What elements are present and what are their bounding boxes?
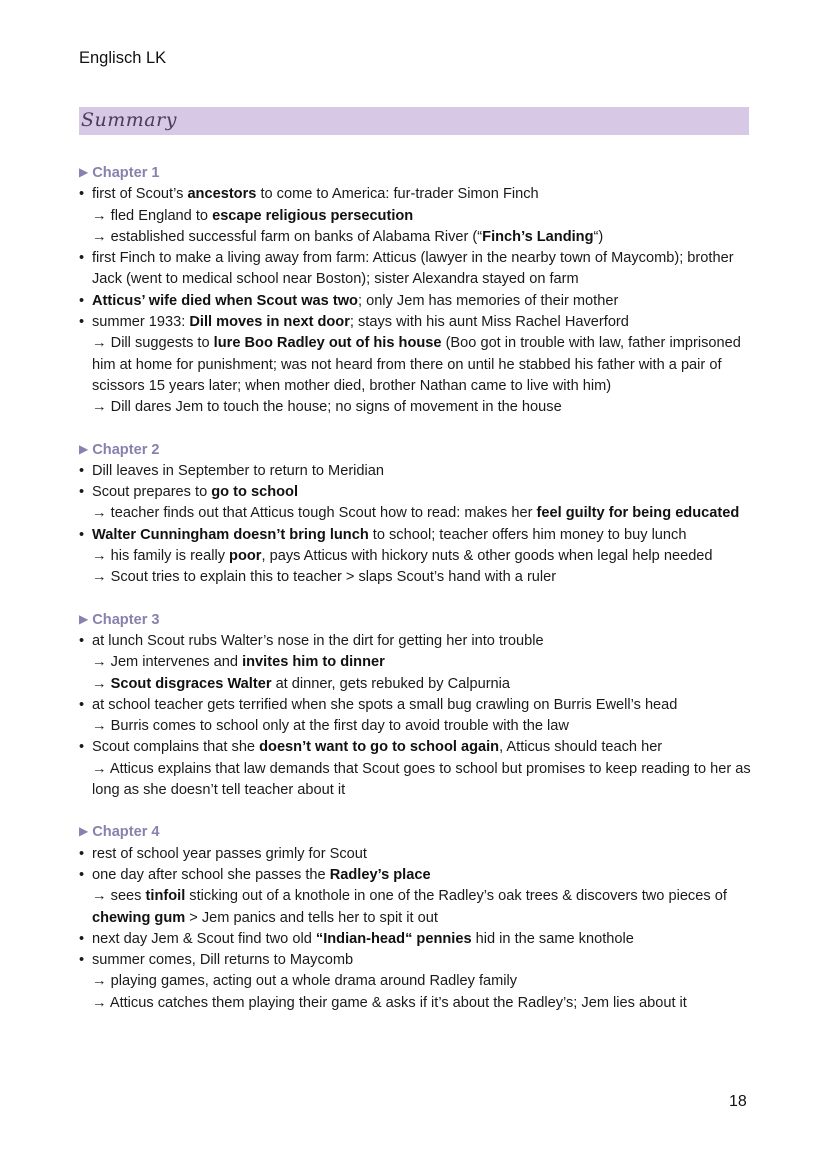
text-segment: at school teacher gets terrified when she spots a small bug crawling on Burris Ewell’s head (92, 696, 678, 713)
chapter-section (79, 822, 759, 1014)
text-segment: first of Scout’s (92, 186, 188, 203)
chapter-title (79, 610, 759, 631)
page-number: 18 (729, 1093, 747, 1110)
text-segment: , Atticus should teach her (499, 739, 663, 756)
sub-item (79, 503, 759, 524)
text-segment: at lunch Scout rubs Walter’s nose in the dirt for getting her into trouble (92, 632, 544, 649)
text-segment: (Boo got in trouble with law, father imprisoned him at home for punishment; was not heard from there on until he stabbed his father with a pair of scissors 15 years later; when mother died, brother Nathan came to live with him) (92, 335, 741, 394)
sub-item (79, 993, 759, 1014)
chapter-title-text: Chapter 1 (92, 165, 160, 181)
bold-text: Radley’s place (329, 866, 431, 883)
sub-item (79, 333, 759, 397)
text-segment: next day Jem & Scout find two old (92, 930, 316, 947)
bullet-icon: • (79, 632, 85, 649)
bold-text: go to school (211, 484, 299, 501)
text-segment: to school; teacher offers him money to buy lunch (368, 526, 687, 543)
text-segment: → playing games, acting out a whole drama around Radley family (92, 973, 518, 990)
bold-text: invites him to dinner (242, 654, 385, 671)
list-item (79, 929, 759, 950)
text-segment: “) (593, 228, 604, 245)
chapter-title-text: Chapter 2 (92, 441, 160, 458)
list-item (79, 844, 759, 865)
summary-banner (79, 107, 749, 135)
list-item (79, 312, 759, 333)
sub-item (79, 206, 759, 227)
bullet-icon: • (79, 526, 85, 543)
bullet-icon: • (79, 292, 85, 309)
bullet-icon: • (79, 186, 85, 203)
bullet-icon: • (79, 952, 85, 969)
text-segment: ; stays with his aunt Miss Rachel Haverford (349, 314, 629, 331)
text-segment: → fled England to (92, 207, 213, 224)
text-segment: > Jem panics and tells her to spit it out (185, 909, 438, 926)
triangle-right-icon: ▶ (79, 165, 89, 179)
text-segment: → teacher finds out that Atticus tough Scout how to read: makes her (92, 505, 537, 522)
text-segment: summer 1933: (92, 314, 190, 331)
list-item (79, 865, 759, 886)
list-item (79, 695, 759, 716)
bold-text: chewing gum (92, 909, 186, 926)
sub-item (79, 227, 759, 248)
text-segment: at dinner, gets rebuked by Calpurnia (271, 675, 511, 692)
bold-text: tinfoil (145, 888, 186, 905)
bullet-icon: • (79, 930, 85, 947)
text-segment: → Burris comes to school only at the first day to avoid trouble with the law (92, 718, 569, 735)
bullet-icon: • (79, 484, 85, 501)
text-segment: summer comes, Dill returns to Maycomb (92, 952, 354, 969)
course-header: Englisch LK (79, 49, 167, 67)
chapter-title-text: Chapter 4 (92, 824, 160, 841)
bold-text: Finch’s Landing (482, 228, 594, 245)
bullet-icon: • (79, 739, 85, 756)
chapter-section (79, 610, 759, 802)
text-segment: → Scout tries to explain this to teacher > slaps Scout’s hand with a ruler (92, 569, 557, 586)
bold-text: Walter Cunningham doesn’t bring lunch (92, 526, 369, 543)
chapter-title (79, 163, 759, 184)
chapter-title (79, 822, 759, 843)
bullet-icon: • (79, 250, 85, 267)
sub-item (79, 759, 759, 802)
list-item (79, 525, 759, 546)
triangle-right-icon: ▶ (79, 441, 89, 456)
chapter-section (79, 163, 759, 419)
list-item (79, 482, 759, 503)
bold-text: Dill moves in next door (189, 314, 350, 331)
text-segment: first Finch to make a living away from farm: Atticus (lawyer in the nearby town of Maycomb); brother Jack (went to medical school near Boston); sister Alexandra stayed on farm (92, 250, 734, 288)
bold-text: doesn’t want to go to school again (259, 739, 500, 756)
bold-text: feel guilty for being educated (536, 505, 740, 522)
text-segment: → Jem intervenes and (92, 654, 243, 671)
list-item (79, 291, 759, 312)
sub-item (79, 971, 759, 992)
list-item (79, 950, 759, 971)
chapter-title-text: Chapter 3 (92, 611, 160, 628)
sub-item (79, 567, 759, 588)
text-segment: one day after school she passes the (92, 866, 330, 883)
bold-text: poor (229, 548, 262, 565)
sub-item (79, 652, 759, 673)
summary-content (79, 163, 759, 1035)
triangle-right-icon: ▶ (79, 824, 89, 839)
text-segment: → established successful farm on banks of Alabama River (“ (92, 228, 483, 245)
text-segment: rest of school year passes grimly for Scout (92, 845, 367, 862)
bullet-icon: • (79, 866, 85, 883)
bold-text: “Indian-head“ pennies (315, 930, 472, 947)
text-segment: → Atticus catches them playing their game & asks if it’s about the Radley’s; Jem lies about it (92, 994, 687, 1011)
bold-text: Atticus’ wife died when Scout was two (92, 292, 358, 309)
list-item (79, 631, 759, 652)
list-item (79, 248, 759, 291)
sub-item (79, 886, 759, 929)
chapter-title (79, 440, 759, 461)
list-item (79, 461, 759, 482)
bullet-icon: • (79, 696, 85, 713)
text-segment: ; only Jem has memories of their mother (357, 292, 619, 309)
text-segment: Dill leaves in September to return to Meridian (92, 462, 385, 479)
text-segment: → (92, 675, 111, 692)
sub-item (79, 674, 759, 695)
sub-item (79, 716, 759, 737)
text-segment: sticking out of a knothole in one of the Radley’s oak trees & discovers two pieces of (185, 888, 727, 905)
bold-text: escape religious persecution (212, 207, 414, 224)
sub-item (79, 546, 759, 567)
bold-text: lure Boo Radley out of his house (213, 335, 442, 352)
bold-text: ancestors (187, 186, 257, 203)
text-segment: → Dill dares Jem to touch the house; no signs of movement in the house (92, 399, 562, 416)
list-item (79, 737, 759, 758)
text-segment: → Atticus explains that law demands that Scout goes to school but promises to keep reading to her as long as she doesn’t tell teacher about it (92, 760, 751, 799)
text-segment: hid in the same knothole (471, 930, 634, 947)
sub-item (79, 397, 759, 418)
bullet-icon: • (79, 845, 85, 862)
triangle-right-icon: ▶ (79, 611, 89, 626)
text-segment: → his family is really (92, 548, 230, 565)
text-segment: → Dill suggests to (92, 335, 214, 352)
text-segment: Scout prepares to (92, 484, 212, 501)
text-segment: , pays Atticus with hickory nuts & other goods when legal help needed (261, 548, 713, 565)
bullet-icon: • (79, 462, 85, 479)
chapter-section (79, 440, 759, 589)
summary-title: Summary (81, 109, 177, 131)
text-segment: Scout complains that she (92, 739, 260, 756)
bullet-icon: • (79, 314, 85, 331)
text-segment: → sees (92, 888, 146, 905)
list-item (79, 184, 759, 205)
text-segment: to come to America: fur-trader Simon Finch (256, 186, 539, 203)
bold-text: Scout disgraces Walter (110, 675, 272, 692)
